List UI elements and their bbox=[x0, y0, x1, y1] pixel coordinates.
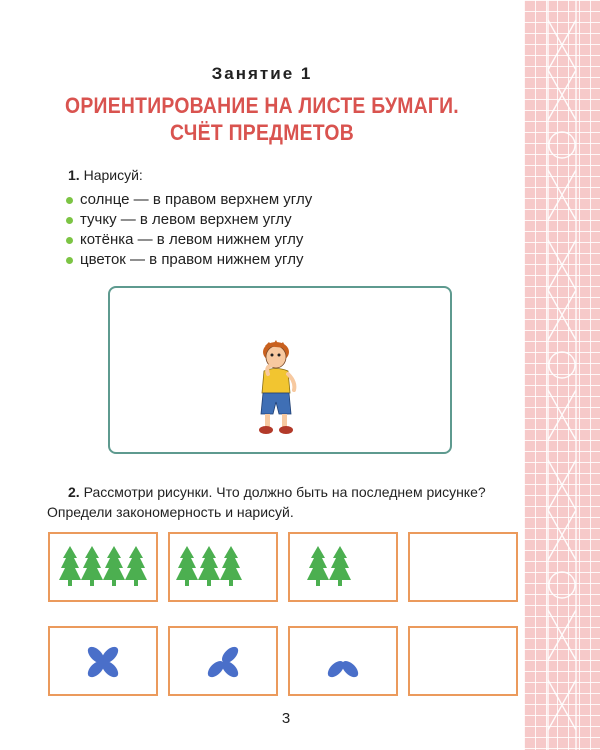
petal-flower-icon bbox=[205, 644, 241, 680]
tree-icon bbox=[81, 546, 103, 586]
boy-illustration bbox=[252, 338, 302, 438]
task-2-line-2: Определи закономерность и нарисуй. bbox=[47, 504, 294, 520]
task-2-line-1: Рассмотри рисунки. Что должно быть на последнем рисунке? bbox=[83, 484, 486, 500]
tree-icon bbox=[220, 546, 242, 586]
tree-icon bbox=[59, 546, 81, 586]
decorative-side-strip bbox=[524, 0, 600, 750]
lesson-title-line-1: ОРИЕНТИРОВАНИЕ НА ЛИСТЕ БУМАГИ. bbox=[65, 93, 459, 118]
tree-icon bbox=[329, 546, 351, 586]
task-1-text: Нарисуй: bbox=[83, 167, 143, 183]
petal-flower-icon bbox=[85, 644, 121, 680]
flower-cell-2 bbox=[168, 626, 278, 696]
task-1-heading bbox=[68, 165, 143, 185]
page-number: 3 bbox=[281, 710, 291, 727]
task-1-number: 1. bbox=[68, 167, 80, 183]
list-item: цветок — в правом нижнем углу bbox=[66, 250, 312, 270]
list-item: котёнка — в левом нижнем углу bbox=[66, 230, 312, 250]
bullet-icon bbox=[66, 197, 73, 204]
bullet-icon bbox=[66, 257, 73, 264]
tree-cell-1 bbox=[48, 532, 158, 602]
lesson-title bbox=[31, 92, 492, 146]
tree-icon bbox=[125, 546, 147, 586]
tree-icon bbox=[103, 546, 125, 586]
answer-cell-flower[interactable] bbox=[408, 626, 518, 696]
tree-icon bbox=[307, 546, 329, 586]
lesson-title-line-2: СЧЁТ ПРЕДМЕТОВ bbox=[170, 120, 354, 145]
tree-cell-2 bbox=[168, 532, 278, 602]
list-item: солнце — в правом верхнем углу bbox=[66, 190, 312, 210]
ornament-pattern bbox=[524, 0, 600, 750]
lesson-number: Занятие 1 bbox=[211, 64, 313, 83]
petal-flower-icon bbox=[325, 658, 361, 680]
task-2-number: 2. bbox=[68, 484, 80, 500]
tree-cell-3 bbox=[288, 532, 398, 602]
tree-icon bbox=[176, 546, 198, 586]
task-1-list bbox=[66, 190, 312, 270]
flower-cell-3 bbox=[288, 626, 398, 696]
bullet-icon bbox=[66, 217, 73, 224]
task-2-text bbox=[47, 482, 527, 522]
list-item: тучку — в левом верхнем углу bbox=[66, 210, 312, 230]
tree-icon bbox=[198, 546, 220, 586]
flower-cell-1 bbox=[48, 626, 158, 696]
bullet-icon bbox=[66, 237, 73, 244]
answer-cell-trees[interactable] bbox=[408, 532, 518, 602]
